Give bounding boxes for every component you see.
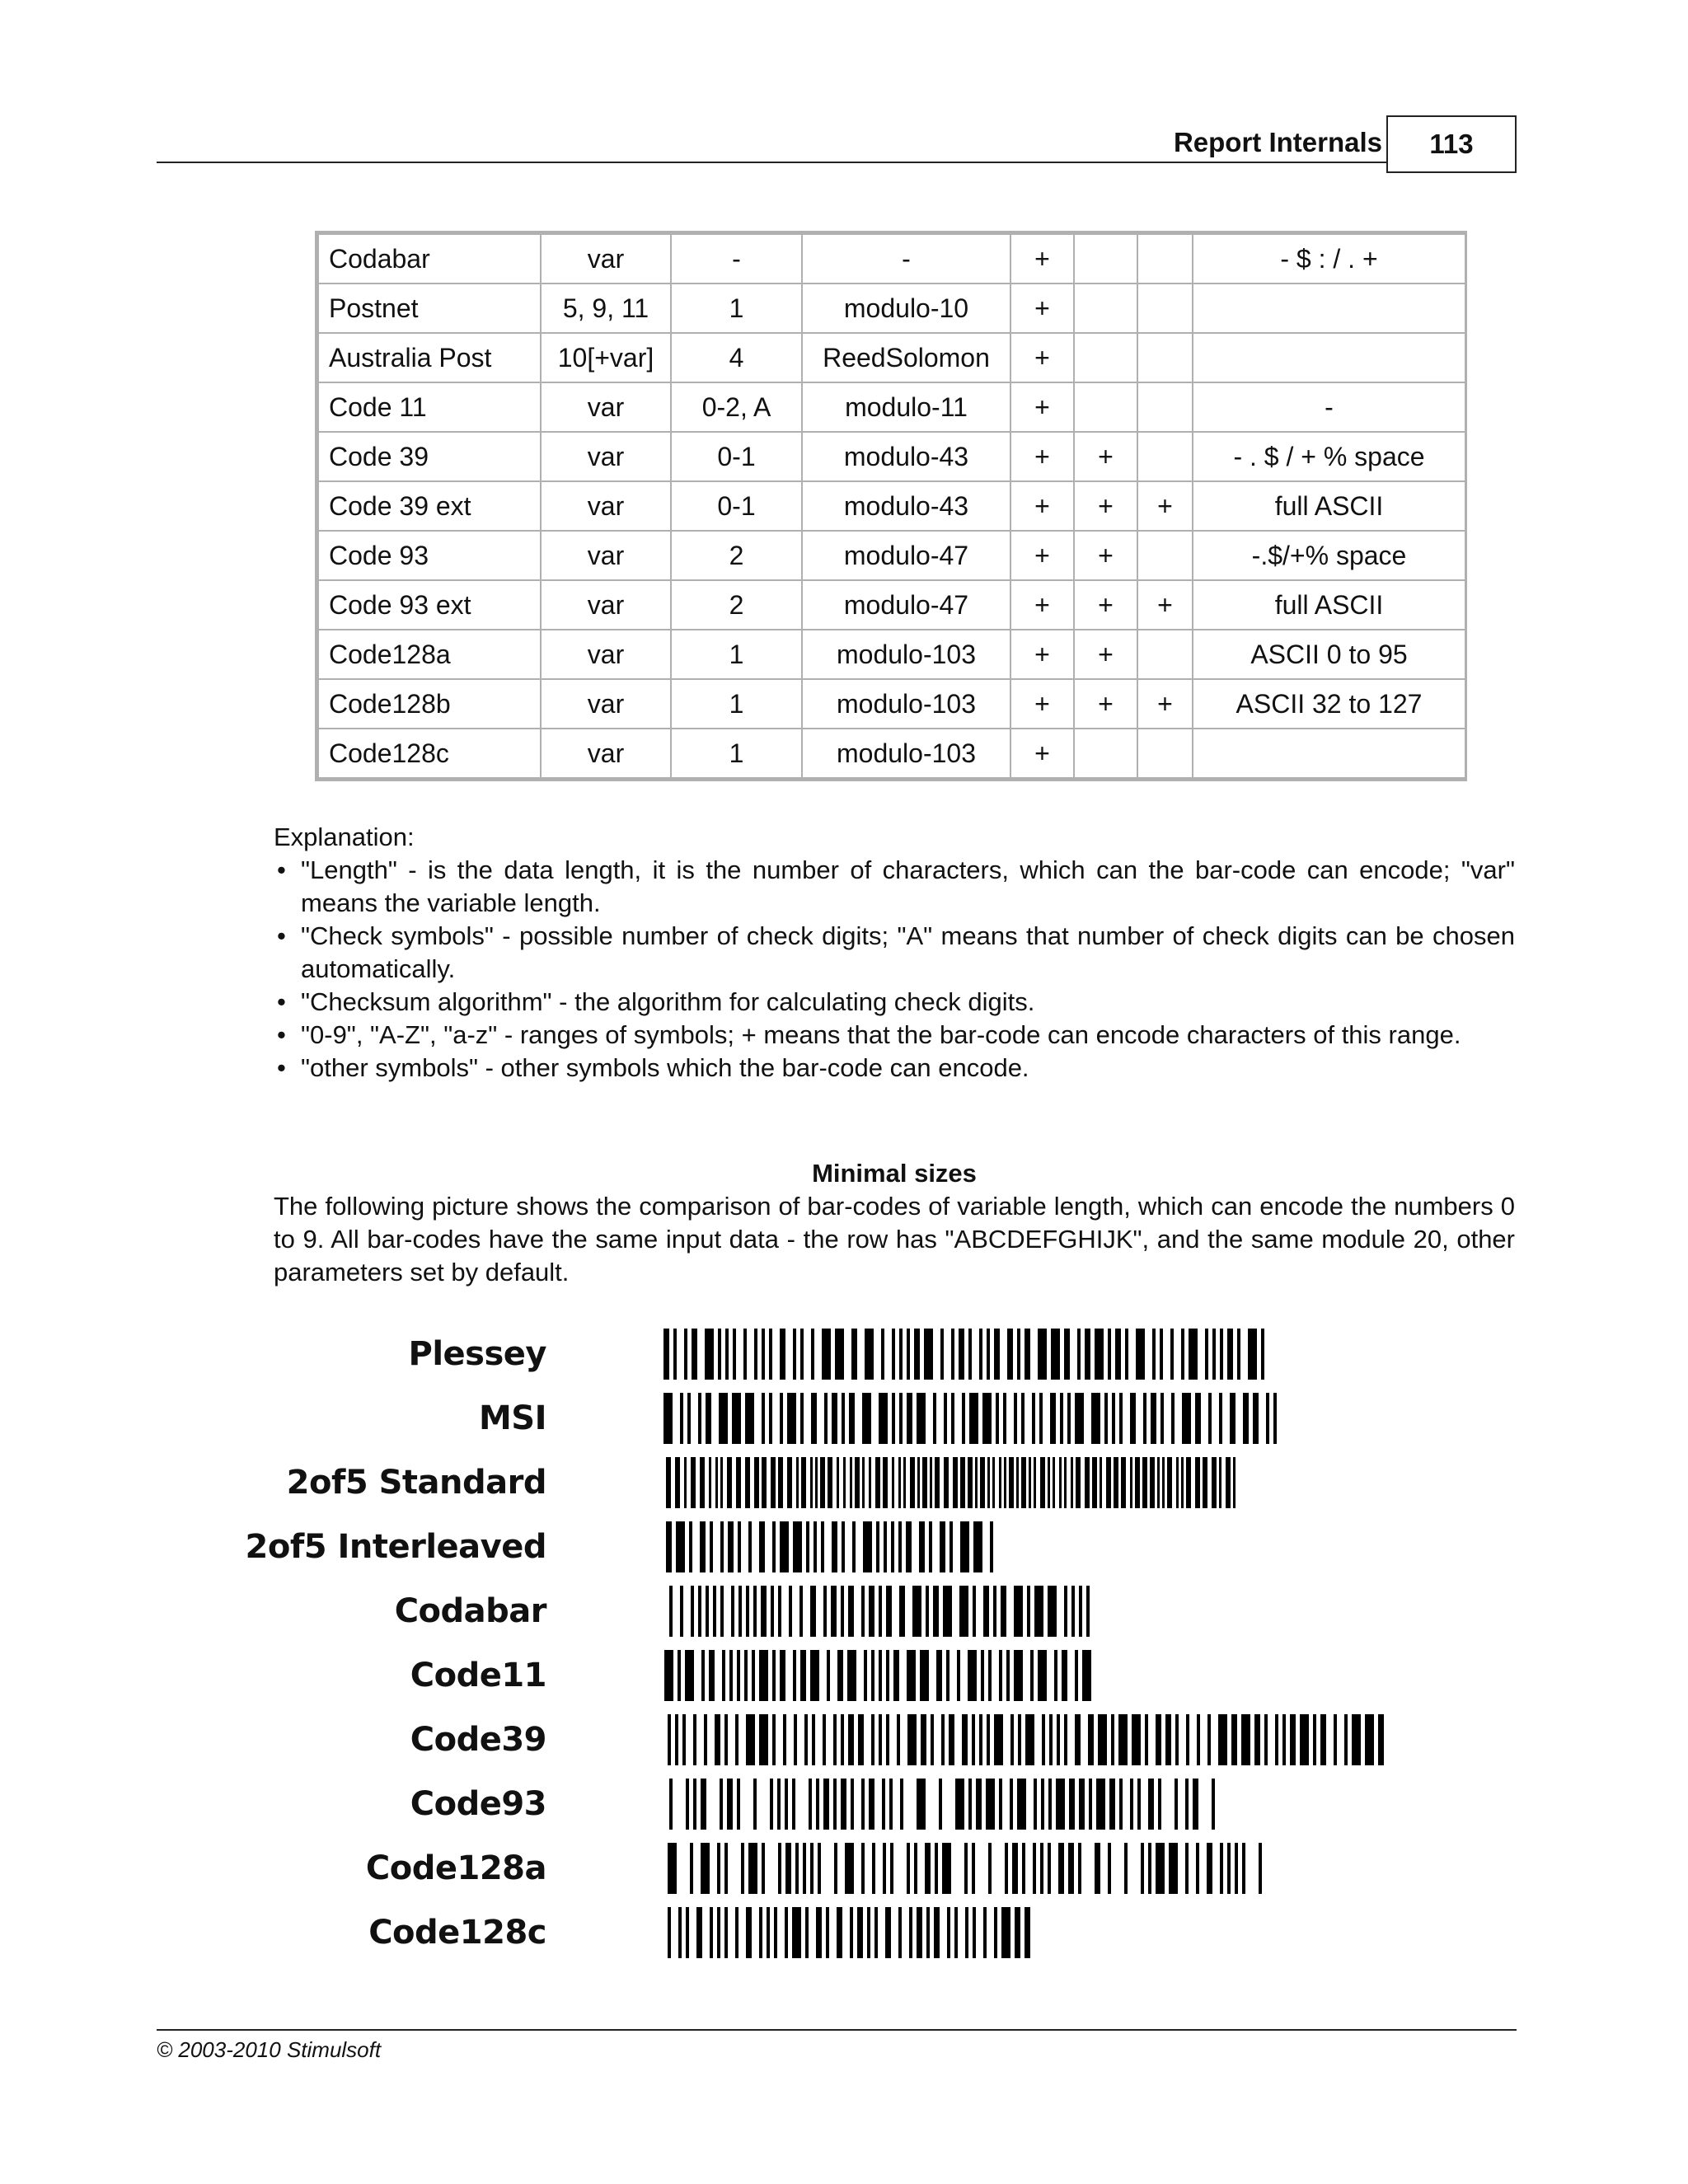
table-row <box>318 630 1465 679</box>
table-cell: var <box>541 580 671 630</box>
table-cell: - <box>671 234 802 284</box>
table-cell: + <box>1074 630 1137 679</box>
table-cell: Code 39 <box>318 432 541 481</box>
table-cell <box>1137 382 1193 432</box>
table-cell: modulo-103 <box>802 679 1010 729</box>
barcode-label: Codabar <box>394 1592 546 1630</box>
table-cell: Codabar <box>318 234 541 284</box>
explanation-item: • "0-9", "A-Z", "a-z" - ranges of symbols; + means that the bar-code can encode characters of this range. <box>274 1019 1515 1052</box>
table-cell: full ASCII <box>1193 481 1465 531</box>
table-row <box>318 679 1465 729</box>
table-cell: + <box>1010 234 1074 284</box>
table-cell <box>1137 432 1193 481</box>
barcode-row <box>245 1521 1418 1574</box>
table-cell: var <box>541 531 671 580</box>
table-cell: Code 93 ext <box>318 580 541 630</box>
table-cell: 10[+var] <box>541 333 671 382</box>
table-cell: Postnet <box>318 284 541 333</box>
table-cell: + <box>1137 679 1193 729</box>
barcode-row <box>286 1457 1418 1510</box>
table-cell <box>1137 284 1193 333</box>
barcode-graphic <box>666 1457 1243 1508</box>
table-cell: - <box>802 234 1010 284</box>
barcode-row <box>363 1843 1418 1896</box>
barcode-graphic <box>666 1521 1004 1572</box>
table-cell <box>1074 234 1137 284</box>
page-number: 113 <box>1386 115 1517 173</box>
table-cell: 0-1 <box>671 481 802 531</box>
table-cell: 0-1 <box>671 432 802 481</box>
table-cell <box>1193 284 1465 333</box>
table-cell: + <box>1010 679 1074 729</box>
barcode-row <box>363 1586 1418 1638</box>
table-cell: 1 <box>671 729 802 778</box>
table-cell: modulo-47 <box>802 580 1010 630</box>
table-cell <box>1074 284 1137 333</box>
barcode-spec-table <box>315 231 1467 781</box>
table-row <box>318 234 1465 284</box>
table-cell: var <box>541 679 671 729</box>
section-text: The following picture shows the comparison of bar-codes of variable length, which can encode the numbers 0 to 9. All bar-codes have the same input data - the row has "ABCDEFGHIJK", and the same module 20, other parameters set by default. <box>274 1192 1515 1286</box>
table-cell: 5, 9, 11 <box>541 284 671 333</box>
barcode-row <box>363 1650 1418 1703</box>
minimal-sizes-section <box>274 1157 1515 1289</box>
barcode-graphic <box>669 1586 1098 1637</box>
barcode-row <box>363 1329 1418 1381</box>
explanation-item: • "Length" - is the data length, it is the number of characters, which can the bar-code can encode; "var" means the variable length. <box>274 854 1515 920</box>
table-cell <box>1137 531 1193 580</box>
table-row <box>318 382 1465 432</box>
table-cell <box>1074 382 1137 432</box>
barcode-label: MSI <box>479 1399 546 1437</box>
table-cell: Code 93 <box>318 531 541 580</box>
table-cell: 2 <box>671 531 802 580</box>
table-cell: + <box>1010 432 1074 481</box>
table-cell: Code128b <box>318 679 541 729</box>
table-row <box>318 481 1465 531</box>
table-row <box>318 531 1465 580</box>
barcode-row <box>363 1393 1418 1446</box>
table-cell: modulo-103 <box>802 630 1010 679</box>
table-cell: + <box>1137 580 1193 630</box>
barcode-graphic <box>663 1329 1273 1380</box>
barcode-label: Code128a <box>365 1849 546 1887</box>
table-cell: full ASCII <box>1193 580 1465 630</box>
table-cell: + <box>1010 729 1074 778</box>
table-row <box>318 333 1465 382</box>
table-cell <box>1074 729 1137 778</box>
table-cell: ASCII 32 to 127 <box>1193 679 1465 729</box>
table-cell: 1 <box>671 679 802 729</box>
table-cell: ReedSolomon <box>802 333 1010 382</box>
barcode-graphic <box>663 1393 1282 1444</box>
header-title: Report Internals <box>1173 127 1382 157</box>
table-cell: var <box>541 729 671 778</box>
table-cell: var <box>541 234 671 284</box>
table-cell: 1 <box>671 630 802 679</box>
table-cell <box>1137 333 1193 382</box>
table-cell <box>1193 333 1465 382</box>
table-cell: Code128a <box>318 630 541 679</box>
barcode-label: Code93 <box>410 1785 546 1823</box>
table-cell: + <box>1074 679 1137 729</box>
table-cell: modulo-103 <box>802 729 1010 778</box>
barcode-comparison-figure <box>245 1329 1418 1980</box>
table-cell: 2 <box>671 580 802 630</box>
barcode-row <box>363 1779 1418 1831</box>
table-cell: + <box>1074 531 1137 580</box>
table-cell <box>1137 630 1193 679</box>
header-rule <box>157 162 1517 163</box>
table-cell: 1 <box>671 284 802 333</box>
explanation-item: • "Checksum algorithm" - the algorithm for calculating check digits. <box>274 986 1515 1019</box>
barcode-graphic <box>668 1714 1389 1765</box>
explanation-item: • "Check symbols" - possible number of check digits; "A" means that number of check digits can be chosen automatically. <box>274 920 1515 986</box>
barcode-label: Code128c <box>368 1914 546 1952</box>
table-cell: - <box>1193 382 1465 432</box>
table-cell: -.$/+% space <box>1193 531 1465 580</box>
table-cell: modulo-47 <box>802 531 1010 580</box>
explanation <box>274 821 1515 1085</box>
table-cell: modulo-10 <box>802 284 1010 333</box>
table-cell: Code 11 <box>318 382 541 432</box>
barcode-row <box>363 1907 1418 1960</box>
table-cell: + <box>1010 531 1074 580</box>
table-cell: 0-2, A <box>671 382 802 432</box>
table-cell: + <box>1074 432 1137 481</box>
table-cell: - . $ / + % space <box>1193 432 1465 481</box>
table-row <box>318 580 1465 630</box>
barcode-label: 2of5 Standard <box>286 1464 546 1502</box>
page-footer <box>157 2029 1517 2063</box>
table-cell <box>1137 234 1193 284</box>
table-cell: + <box>1074 580 1137 630</box>
footer-rule <box>157 2029 1517 2031</box>
barcode-label: Plessey <box>408 1335 546 1373</box>
table-cell: 4 <box>671 333 802 382</box>
table-row <box>318 284 1465 333</box>
table-cell <box>1074 333 1137 382</box>
footer-copyright: © 2003-2010 Stimulsoft <box>157 2037 382 2062</box>
barcode-graphic <box>668 1907 1034 1958</box>
table-cell: Code 39 ext <box>318 481 541 531</box>
table-cell: + <box>1010 481 1074 531</box>
barcode-label: 2of5 Interleaved <box>245 1528 546 1566</box>
barcode-label: Code11 <box>410 1657 546 1694</box>
barcode-label: Code39 <box>410 1721 546 1759</box>
table-cell: + <box>1010 580 1074 630</box>
table-cell: var <box>541 481 671 531</box>
barcode-graphic <box>664 1650 1105 1701</box>
explanation-heading: Explanation: <box>274 823 415 851</box>
table-cell <box>1137 729 1193 778</box>
table-cell: modulo-43 <box>802 432 1010 481</box>
table-cell: + <box>1074 481 1137 531</box>
table-cell: var <box>541 630 671 679</box>
table-cell: modulo-11 <box>802 382 1010 432</box>
table-cell: + <box>1010 630 1074 679</box>
table-cell: Code128c <box>318 729 541 778</box>
table-cell <box>1193 729 1465 778</box>
table-cell: - $ : / . + <box>1193 234 1465 284</box>
barcode-row <box>363 1714 1418 1767</box>
table-row <box>318 729 1465 778</box>
table-row <box>318 432 1465 481</box>
barcode-graphic <box>668 1843 1265 1894</box>
explanation-item: • "other symbols" - other symbols which the bar-code can encode. <box>274 1052 1515 1085</box>
barcode-graphic <box>669 1779 1217 1830</box>
table-cell: + <box>1137 481 1193 531</box>
table-cell: + <box>1010 284 1074 333</box>
table-cell: + <box>1010 382 1074 432</box>
table-cell: + <box>1010 333 1074 382</box>
table-cell: ASCII 0 to 95 <box>1193 630 1465 679</box>
page-header <box>157 115 1517 175</box>
section-title: Minimal sizes <box>812 1159 977 1188</box>
table-cell: var <box>541 432 671 481</box>
table-cell: var <box>541 382 671 432</box>
table-cell: Australia Post <box>318 333 541 382</box>
table-cell: modulo-43 <box>802 481 1010 531</box>
